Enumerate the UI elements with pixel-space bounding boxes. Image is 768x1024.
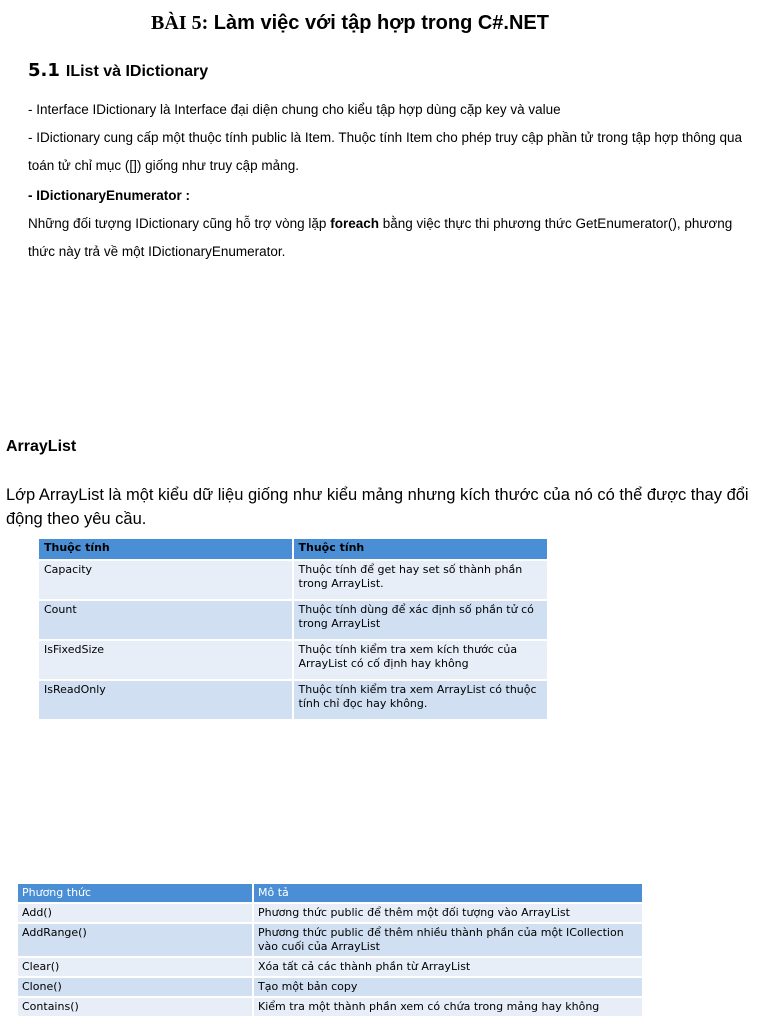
paragraph-enumerator-heading: - IDictionaryEnumerator : xyxy=(28,188,191,203)
p4-keyword: foreach xyxy=(330,216,379,231)
table-header-cell: Thuộc tính xyxy=(38,539,293,560)
table-cell: Clear() xyxy=(17,957,253,977)
table-header-cell: Thuộc tính xyxy=(293,539,548,560)
table-cell: Xóa tất cả các thành phần từ ArrayList xyxy=(253,957,642,977)
paragraph-idictionary-intro: - Interface IDictionary là Interface đại diện chung cho kiểu tập hợp dùng cặp key và value xyxy=(28,102,561,117)
table-cell: Phương thức public để thêm một đối tượng vào ArrayList xyxy=(253,903,642,923)
table-cell: Clone() xyxy=(17,977,253,997)
paragraph-idictionary-item: - IDictionary cung cấp một thuộc tính public là Item. Thuộc tính Item cho phép truy cập phần tử trong tập hợp thông qua toán tử chỉ mục ([]) giống như truy cập mảng. xyxy=(28,130,743,173)
title-text: Làm việc với tập hợp trong C#.NET xyxy=(208,12,549,34)
properties-table xyxy=(37,539,547,721)
table-row xyxy=(17,923,642,957)
section-label: IList và IDictionary xyxy=(65,63,209,80)
section-heading xyxy=(28,60,208,81)
table-cell: Thuộc tính kiểm tra xem kích thước của ArrayList có cố định hay không xyxy=(293,640,548,680)
table-cell: AddRange() xyxy=(17,923,253,957)
table-cell: Add() xyxy=(17,903,253,923)
table-cell: Kiểm tra một thành phần xem có chứa trong mảng hay không xyxy=(253,997,642,1017)
table-row xyxy=(38,600,547,640)
table-cell: Count xyxy=(38,600,293,640)
table-row xyxy=(17,903,642,923)
p4-text-before: Những đối tượng IDictionary cũng hỗ trợ vòng lặp xyxy=(28,216,331,231)
table-cell: Phương thức public để thêm nhiều thành phần của một ICollection vào cuối của ArrayList xyxy=(253,923,642,957)
table-cell: IsReadOnly xyxy=(38,680,293,720)
p4-text-after: bằng việc thực thi phương thức GetEnumerator(), phương thức này trả về một IDictionaryEnumerator. xyxy=(28,216,733,259)
table-cell: Capacity xyxy=(38,560,293,600)
table-row xyxy=(38,680,547,720)
table-row xyxy=(17,957,642,977)
table-row xyxy=(38,560,547,600)
table-cell: Thuộc tính dùng để xác định số phần tử có trong ArrayList xyxy=(293,600,548,640)
section-number: 5.1 xyxy=(28,60,60,81)
table-header-row xyxy=(38,539,547,560)
table-cell: Thuộc tính kiểm tra xem ArrayList có thuộc tính chỉ đọc hay không. xyxy=(293,680,548,720)
table-row xyxy=(38,640,547,680)
table-header-cell: Phương thức xyxy=(17,884,253,903)
page-title xyxy=(0,12,700,35)
table-header-cell: Mô tả xyxy=(253,884,642,903)
table-row xyxy=(17,977,642,997)
table-cell: Tạo một bản copy xyxy=(253,977,642,997)
title-prefix: BÀI 5: xyxy=(151,12,209,34)
table-header-row xyxy=(17,884,642,903)
arraylist-heading: ArrayList xyxy=(6,438,77,455)
table-cell: Contains() xyxy=(17,997,253,1017)
paragraph-foreach xyxy=(28,210,758,266)
table-cell: IsFixedSize xyxy=(38,640,293,680)
table-row xyxy=(17,997,642,1017)
methods-table xyxy=(16,884,642,1018)
arraylist-intro: Lớp ArrayList là một kiểu dữ liệu giống như kiểu mảng nhưng kích thước của nó có thể được thay đổi động theo yêu cầu. xyxy=(6,486,749,528)
table-cell: Thuộc tính để get hay set số thành phần trong ArrayList. xyxy=(293,560,548,600)
